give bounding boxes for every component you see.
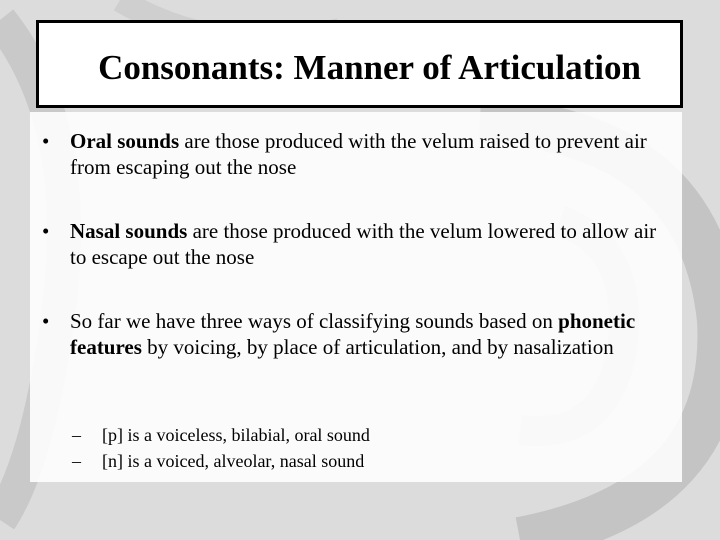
bullet-marker: • — [42, 309, 50, 333]
bullet-text: by voicing, by place of articulation, and by nasalization — [141, 335, 614, 359]
sub-bullet-text: [n] is a voiced, alveolar, nasal sound — [102, 451, 365, 471]
bullet-term: Oral sounds — [70, 129, 180, 153]
slide-title: Consonants: Manner of Articulation — [98, 48, 641, 87]
sub-bullet-n — [72, 448, 370, 474]
bullet-phonetic-features — [42, 308, 672, 360]
dash-marker: – — [72, 451, 81, 471]
dash-marker: – — [72, 425, 81, 445]
bullet-nasal-sounds — [42, 218, 672, 270]
sub-bullet-p — [72, 422, 370, 448]
sub-bullet-list — [72, 422, 370, 474]
bullet-marker: • — [42, 129, 50, 153]
bullet-text-pre: So far we have three ways of classifying sounds based on — [70, 309, 559, 333]
bullet-list — [42, 128, 672, 398]
bullet-oral-sounds — [42, 128, 672, 180]
bullet-term: Nasal sounds — [70, 219, 188, 243]
bullet-marker: • — [42, 219, 50, 243]
bullet-term: phonetic features — [70, 309, 636, 359]
title-box — [36, 20, 683, 108]
bullet-text: are those produced with the velum lowered to allow air to escape out the nose — [70, 219, 657, 269]
bullet-text: are those produced with the velum raised to prevent air from escaping out the nose — [70, 129, 647, 179]
sub-bullet-text: [p] is a voiceless, bilabial, oral sound — [102, 425, 370, 445]
